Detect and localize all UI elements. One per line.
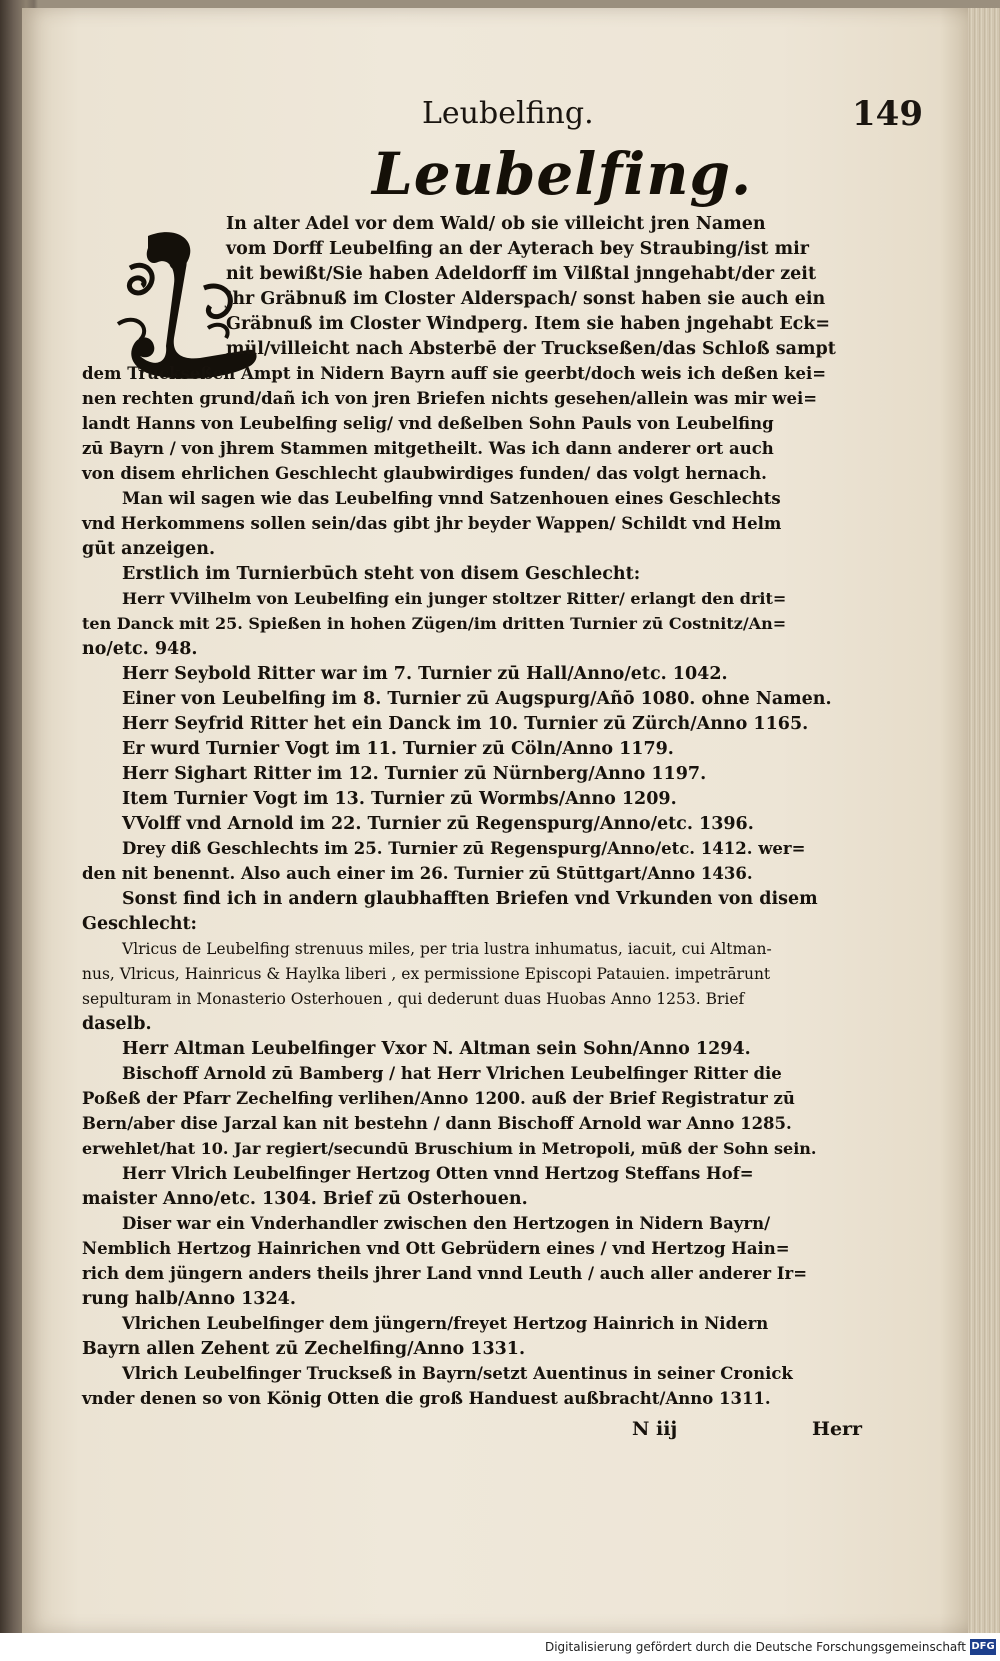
dfg-logo: DFG xyxy=(970,1639,996,1655)
text-line: Einer von Leubelfing im 8. Turnier zū Augspurg/Añō 1080. ohne Namen. xyxy=(122,689,832,709)
text-line: daselb. xyxy=(82,1014,152,1034)
text-line: von disem ehrlichen Geschlecht glaubwirdiges funden/ das volgt hernach. xyxy=(82,464,767,483)
footer-bar xyxy=(0,1633,1000,1661)
text-line: Vlrichen Leubelfinger dem jüngern/freyet Hertzog Hainrich in Nidern xyxy=(122,1314,769,1333)
text-line: Diser war ein Vnderhandler zwischen den Hertzogen in Nidern Bayrn/ xyxy=(122,1214,771,1233)
text-line: Geschlecht: xyxy=(82,914,198,934)
text-line: den nit benennt. Also auch einer im 26. Turnier zū Stūttgart/Anno 1436. xyxy=(82,864,753,883)
page-title: Leubelfing. xyxy=(372,140,753,208)
text-line: Nemblich Hertzog Hainrichen vnd Ott Gebrüdern eines / vnd Hertzog Hain= xyxy=(82,1239,790,1258)
footer-credit: Digitalisierung gefördert durch die Deutsche Forschungsgemeinschaft xyxy=(544,1640,966,1654)
text-line: Drey diß Geschlechts im 25. Turnier zū Regenspurg/Anno/etc. 1412. wer= xyxy=(122,839,806,858)
page-number: 149 xyxy=(852,94,923,134)
text-line: zū Bayrn / von jhrem Stammen mitgetheilt. Was ich dann anderer ort auch xyxy=(82,439,774,458)
text-line: Gräbnuß im Closter Windperg. Item sie haben jngehabt Eck= xyxy=(226,314,831,334)
running-head: Leubelfing. xyxy=(422,96,594,131)
text-line: Poßeß der Pfarr Zechelfing verlihen/Anno 1200. auß der Brief Registratur zū xyxy=(82,1089,795,1108)
text-line: Sonst find ich in andern glaubhafften Briefen vnd Vrkunden von disem xyxy=(122,889,818,909)
text-line: Herr VVilhelm von Leubelfing ein junger stoltzer Ritter/ erlangt den drit= xyxy=(122,589,787,608)
text-line: Man wil sagen wie das Leubelfing vnnd Satzenhouen eines Geschlechts xyxy=(122,489,781,508)
text-line: jhr Gräbnuß im Closter Alderspach/ sonst haben sie auch ein xyxy=(226,289,826,309)
book-page xyxy=(22,8,968,1633)
text-line: maister Anno/etc. 1304. Brief zū Osterhouen. xyxy=(82,1189,528,1209)
text-line: Bern/aber dise Jarzal kan nit bestehn / dann Bischoff Arnold war Anno 1285. xyxy=(82,1114,792,1133)
latin-line: sepulturam in Monasterio Osterhouen , qui dederunt duas Huobas Anno 1253. Brief xyxy=(82,990,745,1008)
signature-mark: N iij xyxy=(632,1418,678,1440)
text-line: Erstlich im Turnierbūch steht von disem Geschlecht: xyxy=(122,564,641,584)
latin-line: Vlricus de Leubelfing strenuus miles, per tria lustra inhumatus, iacuit, cui Altman- xyxy=(122,940,772,958)
text-line: ten Danck mit 25. Spießen in hohen Zügen/im dritten Turnier zū Costnitz/An= xyxy=(82,614,787,633)
text-line: rich dem jüngern anders theils jhrer Land vnnd Leuth / auch aller anderer Ir= xyxy=(82,1264,808,1283)
text-line: vnder denen so von König Otten die groß Handuest außbracht/Anno 1311. xyxy=(82,1389,771,1408)
text-line: gūt anzeigen. xyxy=(82,539,216,559)
text-line: mül/villeicht nach Absterbē der Truckseßen/das Schloß sampt xyxy=(226,339,836,359)
text-line: Herr Seyfrid Ritter het ein Danck im 10. Turnier zū Zürch/Anno 1165. xyxy=(122,714,809,734)
text-line: Bischoff Arnold zū Bamberg / hat Herr Vlrichen Leubelfinger Ritter die xyxy=(122,1064,782,1083)
text-line: landt Hanns von Leubelfing selig/ vnd deßelben Sohn Pauls von Leubelfing xyxy=(82,414,774,433)
text-line: Herr Altman Leubelfinger Vxor N. Altman sein Sohn/Anno 1294. xyxy=(122,1039,751,1059)
text-line: vnd Herkommens sollen sein/das gibt jhr beyder Wappen/ Schildt vnd Helm xyxy=(82,514,782,533)
text-line: Herr Sighart Ritter im 12. Turnier zū Nürnberg/Anno 1197. xyxy=(122,764,707,784)
text-line: Bayrn allen Zehent zū Zechelfing/Anno 1331. xyxy=(82,1339,526,1359)
text-line: Herr Vlrich Leubelfinger Hertzog Otten vnnd Hertzog Steffans Hof= xyxy=(122,1164,754,1183)
text-line: erwehlet/hat 10. Jar regiert/secundū Bruschium in Metropoli, mūß der Sohn sein. xyxy=(82,1139,817,1158)
text-line: Item Turnier Vogt im 13. Turnier zū Wormbs/Anno 1209. xyxy=(122,789,677,809)
text-line: dem Truckseßen Ampt in Nidern Bayrn auff sie geerbt/doch weis ich deßen kei= xyxy=(82,364,827,383)
text-line: no/etc. 948. xyxy=(82,639,198,659)
page-fore-edge xyxy=(968,8,1000,1633)
text-line: vom Dorff Leubelfing an der Ayterach bey Straubing/ist mir xyxy=(226,239,809,259)
text-line: VVolff vnd Arnold im 22. Turnier zū Regenspurg/Anno/etc. 1396. xyxy=(122,814,754,834)
text-line: In alter Adel vor dem Wald/ ob sie villeicht jren Namen xyxy=(226,214,766,234)
text-line: Er wurd Turnier Vogt im 11. Turnier zū Cöln/Anno 1179. xyxy=(122,739,674,759)
latin-line: nus, Vlricus, Hainricus & Haylka liberi , ex permissione Episcopi Patauien. impetrārunt xyxy=(82,965,771,983)
text-line: nit bewißt/Sie haben Adeldorff im Vilßtal jnngehabt/der zeit xyxy=(226,264,817,284)
text-line: nen rechten grund/dañ ich von jren Briefen nichts gesehen/allein was mir wei= xyxy=(82,389,818,408)
text-line: Vlrich Leubelfinger Truckseß in Bayrn/setzt Auentinus in seiner Cronick xyxy=(122,1364,793,1383)
text-line: Herr Seybold Ritter war im 7. Turnier zū Hall/Anno/etc. 1042. xyxy=(122,664,728,684)
catchword: Herr xyxy=(812,1418,863,1440)
text-line: rung halb/Anno 1324. xyxy=(82,1289,296,1309)
